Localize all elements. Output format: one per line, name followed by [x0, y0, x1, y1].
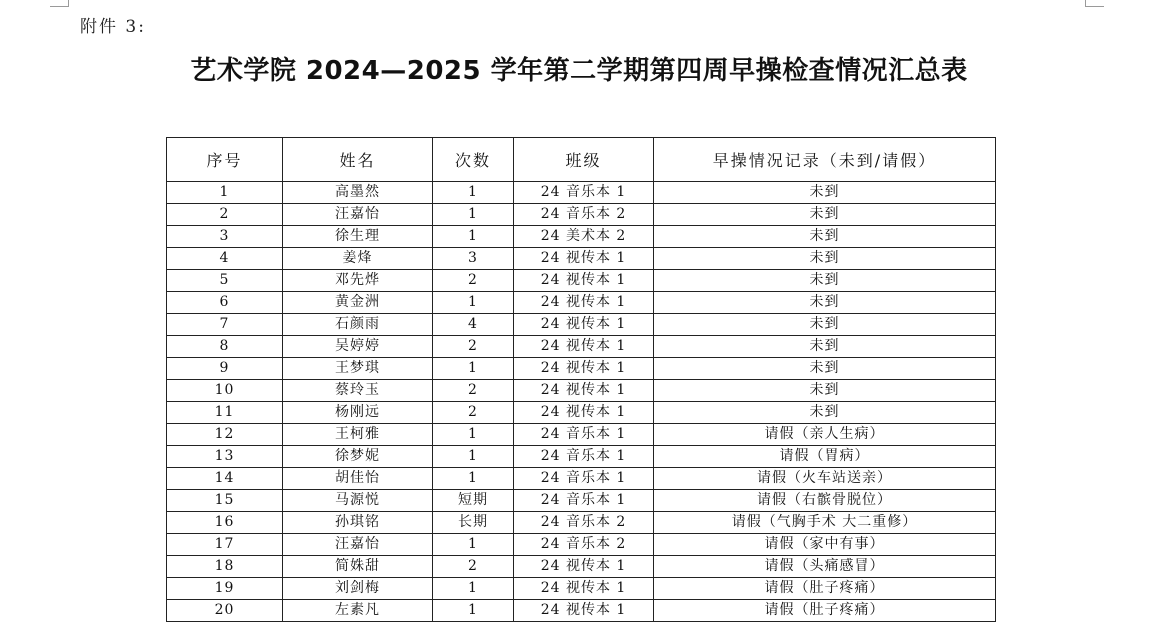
table-row — [167, 270, 996, 292]
cell-index: 1 — [167, 182, 283, 204]
cell-record: 未到 — [654, 226, 996, 248]
cell-class: 24 音乐本 2 — [514, 204, 654, 226]
cell-count: 1 — [433, 578, 514, 600]
header-class: 班级 — [514, 138, 654, 182]
cell-count: 2 — [433, 270, 514, 292]
cell-record: 请假（胃病） — [654, 446, 996, 468]
cell-name: 杨刚远 — [283, 402, 433, 424]
cell-index: 6 — [167, 292, 283, 314]
cell-name: 石颜雨 — [283, 314, 433, 336]
cell-count: 1 — [433, 358, 514, 380]
cell-count: 长期 — [433, 512, 514, 534]
cell-name: 简姝甜 — [283, 556, 433, 578]
cell-name: 汪嘉怡 — [283, 534, 433, 556]
document-title: 艺术学院 2024—2025 学年第二学期第四周早操检查情况汇总表 — [190, 56, 968, 86]
table-header-row — [167, 138, 996, 182]
cell-name: 徐梦妮 — [283, 446, 433, 468]
header-count: 次数 — [433, 138, 514, 182]
cell-index: 13 — [167, 446, 283, 468]
cell-class: 24 音乐本 1 — [514, 468, 654, 490]
table-row — [167, 446, 996, 468]
table-row — [167, 248, 996, 270]
cell-name: 姜烽 — [283, 248, 433, 270]
cell-count: 2 — [433, 556, 514, 578]
table-row — [167, 182, 996, 204]
cell-count: 2 — [433, 402, 514, 424]
cell-class: 24 视传本 1 — [514, 402, 654, 424]
cell-count: 1 — [433, 424, 514, 446]
table-row — [167, 512, 996, 534]
cell-index: 4 — [167, 248, 283, 270]
cell-record: 请假（火车站送亲） — [654, 468, 996, 490]
cell-record: 未到 — [654, 402, 996, 424]
cell-index: 18 — [167, 556, 283, 578]
cell-index: 7 — [167, 314, 283, 336]
cell-record: 未到 — [654, 358, 996, 380]
cell-index: 16 — [167, 512, 283, 534]
table-row — [167, 468, 996, 490]
cell-index: 8 — [167, 336, 283, 358]
cell-record: 未到 — [654, 248, 996, 270]
cell-class: 24 音乐本 1 — [514, 490, 654, 512]
table-row — [167, 226, 996, 248]
cell-record: 请假（亲人生病） — [654, 424, 996, 446]
cell-class: 24 视传本 1 — [514, 578, 654, 600]
cell-index: 15 — [167, 490, 283, 512]
attachment-label: 附件 3: — [80, 17, 146, 37]
cell-record: 未到 — [654, 270, 996, 292]
cell-name: 高墨然 — [283, 182, 433, 204]
cell-class: 24 视传本 1 — [514, 314, 654, 336]
table-row — [167, 336, 996, 358]
cell-record: 请假（右髌骨脱位） — [654, 490, 996, 512]
cell-class: 24 音乐本 1 — [514, 182, 654, 204]
cell-index: 12 — [167, 424, 283, 446]
cell-index: 9 — [167, 358, 283, 380]
table-row — [167, 534, 996, 556]
cell-name: 蔡玲玉 — [283, 380, 433, 402]
table-body — [167, 182, 996, 622]
cell-class: 24 视传本 1 — [514, 336, 654, 358]
table-row — [167, 490, 996, 512]
header-record: 早操情况记录（未到/请假） — [654, 138, 996, 182]
cell-name: 汪嘉怡 — [283, 204, 433, 226]
cell-record: 请假（肚子疼痛） — [654, 600, 996, 622]
cell-record: 未到 — [654, 292, 996, 314]
cell-record: 请假（头痛感冒） — [654, 556, 996, 578]
margin-corner-mark-left — [50, 0, 69, 7]
cell-name: 胡佳怡 — [283, 468, 433, 490]
cell-name: 徐生理 — [283, 226, 433, 248]
table-row — [167, 204, 996, 226]
cell-class: 24 美术本 2 — [514, 226, 654, 248]
cell-record: 未到 — [654, 380, 996, 402]
table-row — [167, 424, 996, 446]
table-row — [167, 402, 996, 424]
cell-name: 王柯雅 — [283, 424, 433, 446]
cell-count: 2 — [433, 380, 514, 402]
cell-name: 王梦琪 — [283, 358, 433, 380]
cell-name: 邓先烨 — [283, 270, 433, 292]
header-name: 姓名 — [283, 138, 433, 182]
margin-corner-mark-right — [1085, 0, 1104, 7]
cell-name: 刘剑梅 — [283, 578, 433, 600]
cell-name: 黄金洲 — [283, 292, 433, 314]
cell-class: 24 视传本 1 — [514, 380, 654, 402]
cell-class: 24 音乐本 1 — [514, 446, 654, 468]
cell-name: 孙琪铭 — [283, 512, 433, 534]
cell-index: 5 — [167, 270, 283, 292]
cell-name: 马源悦 — [283, 490, 433, 512]
cell-class: 24 音乐本 2 — [514, 512, 654, 534]
cell-count: 1 — [433, 292, 514, 314]
table-row — [167, 314, 996, 336]
cell-record: 请假（气胸手术 大二重修） — [654, 512, 996, 534]
cell-count: 3 — [433, 248, 514, 270]
cell-count: 1 — [433, 534, 514, 556]
table-row — [167, 600, 996, 622]
table-row — [167, 380, 996, 402]
cell-record: 请假（家中有事） — [654, 534, 996, 556]
cell-count: 2 — [433, 336, 514, 358]
cell-index: 2 — [167, 204, 283, 226]
cell-index: 3 — [167, 226, 283, 248]
cell-class: 24 音乐本 1 — [514, 424, 654, 446]
cell-count: 短期 — [433, 490, 514, 512]
cell-index: 17 — [167, 534, 283, 556]
cell-count: 1 — [433, 182, 514, 204]
cell-record: 未到 — [654, 314, 996, 336]
header-index: 序号 — [167, 138, 283, 182]
table-row — [167, 578, 996, 600]
cell-record: 请假（肚子疼痛） — [654, 578, 996, 600]
cell-record: 未到 — [654, 204, 996, 226]
cell-index: 19 — [167, 578, 283, 600]
cell-record: 未到 — [654, 182, 996, 204]
cell-count: 1 — [433, 204, 514, 226]
cell-index: 14 — [167, 468, 283, 490]
cell-record: 未到 — [654, 336, 996, 358]
cell-class: 24 视传本 1 — [514, 600, 654, 622]
cell-class: 24 视传本 1 — [514, 556, 654, 578]
table-row — [167, 556, 996, 578]
cell-index: 10 — [167, 380, 283, 402]
cell-class: 24 视传本 1 — [514, 248, 654, 270]
table-row — [167, 358, 996, 380]
cell-name: 左素凡 — [283, 600, 433, 622]
cell-name: 吴婷婷 — [283, 336, 433, 358]
cell-index: 20 — [167, 600, 283, 622]
cell-index: 11 — [167, 402, 283, 424]
table-row — [167, 292, 996, 314]
cell-class: 24 视传本 1 — [514, 292, 654, 314]
attendance-table — [166, 137, 996, 622]
cell-count: 1 — [433, 600, 514, 622]
cell-class: 24 音乐本 2 — [514, 534, 654, 556]
cell-count: 1 — [433, 446, 514, 468]
cell-count: 1 — [433, 226, 514, 248]
cell-class: 24 视传本 1 — [514, 358, 654, 380]
cell-class: 24 视传本 1 — [514, 270, 654, 292]
cell-count: 1 — [433, 468, 514, 490]
cell-count: 4 — [433, 314, 514, 336]
